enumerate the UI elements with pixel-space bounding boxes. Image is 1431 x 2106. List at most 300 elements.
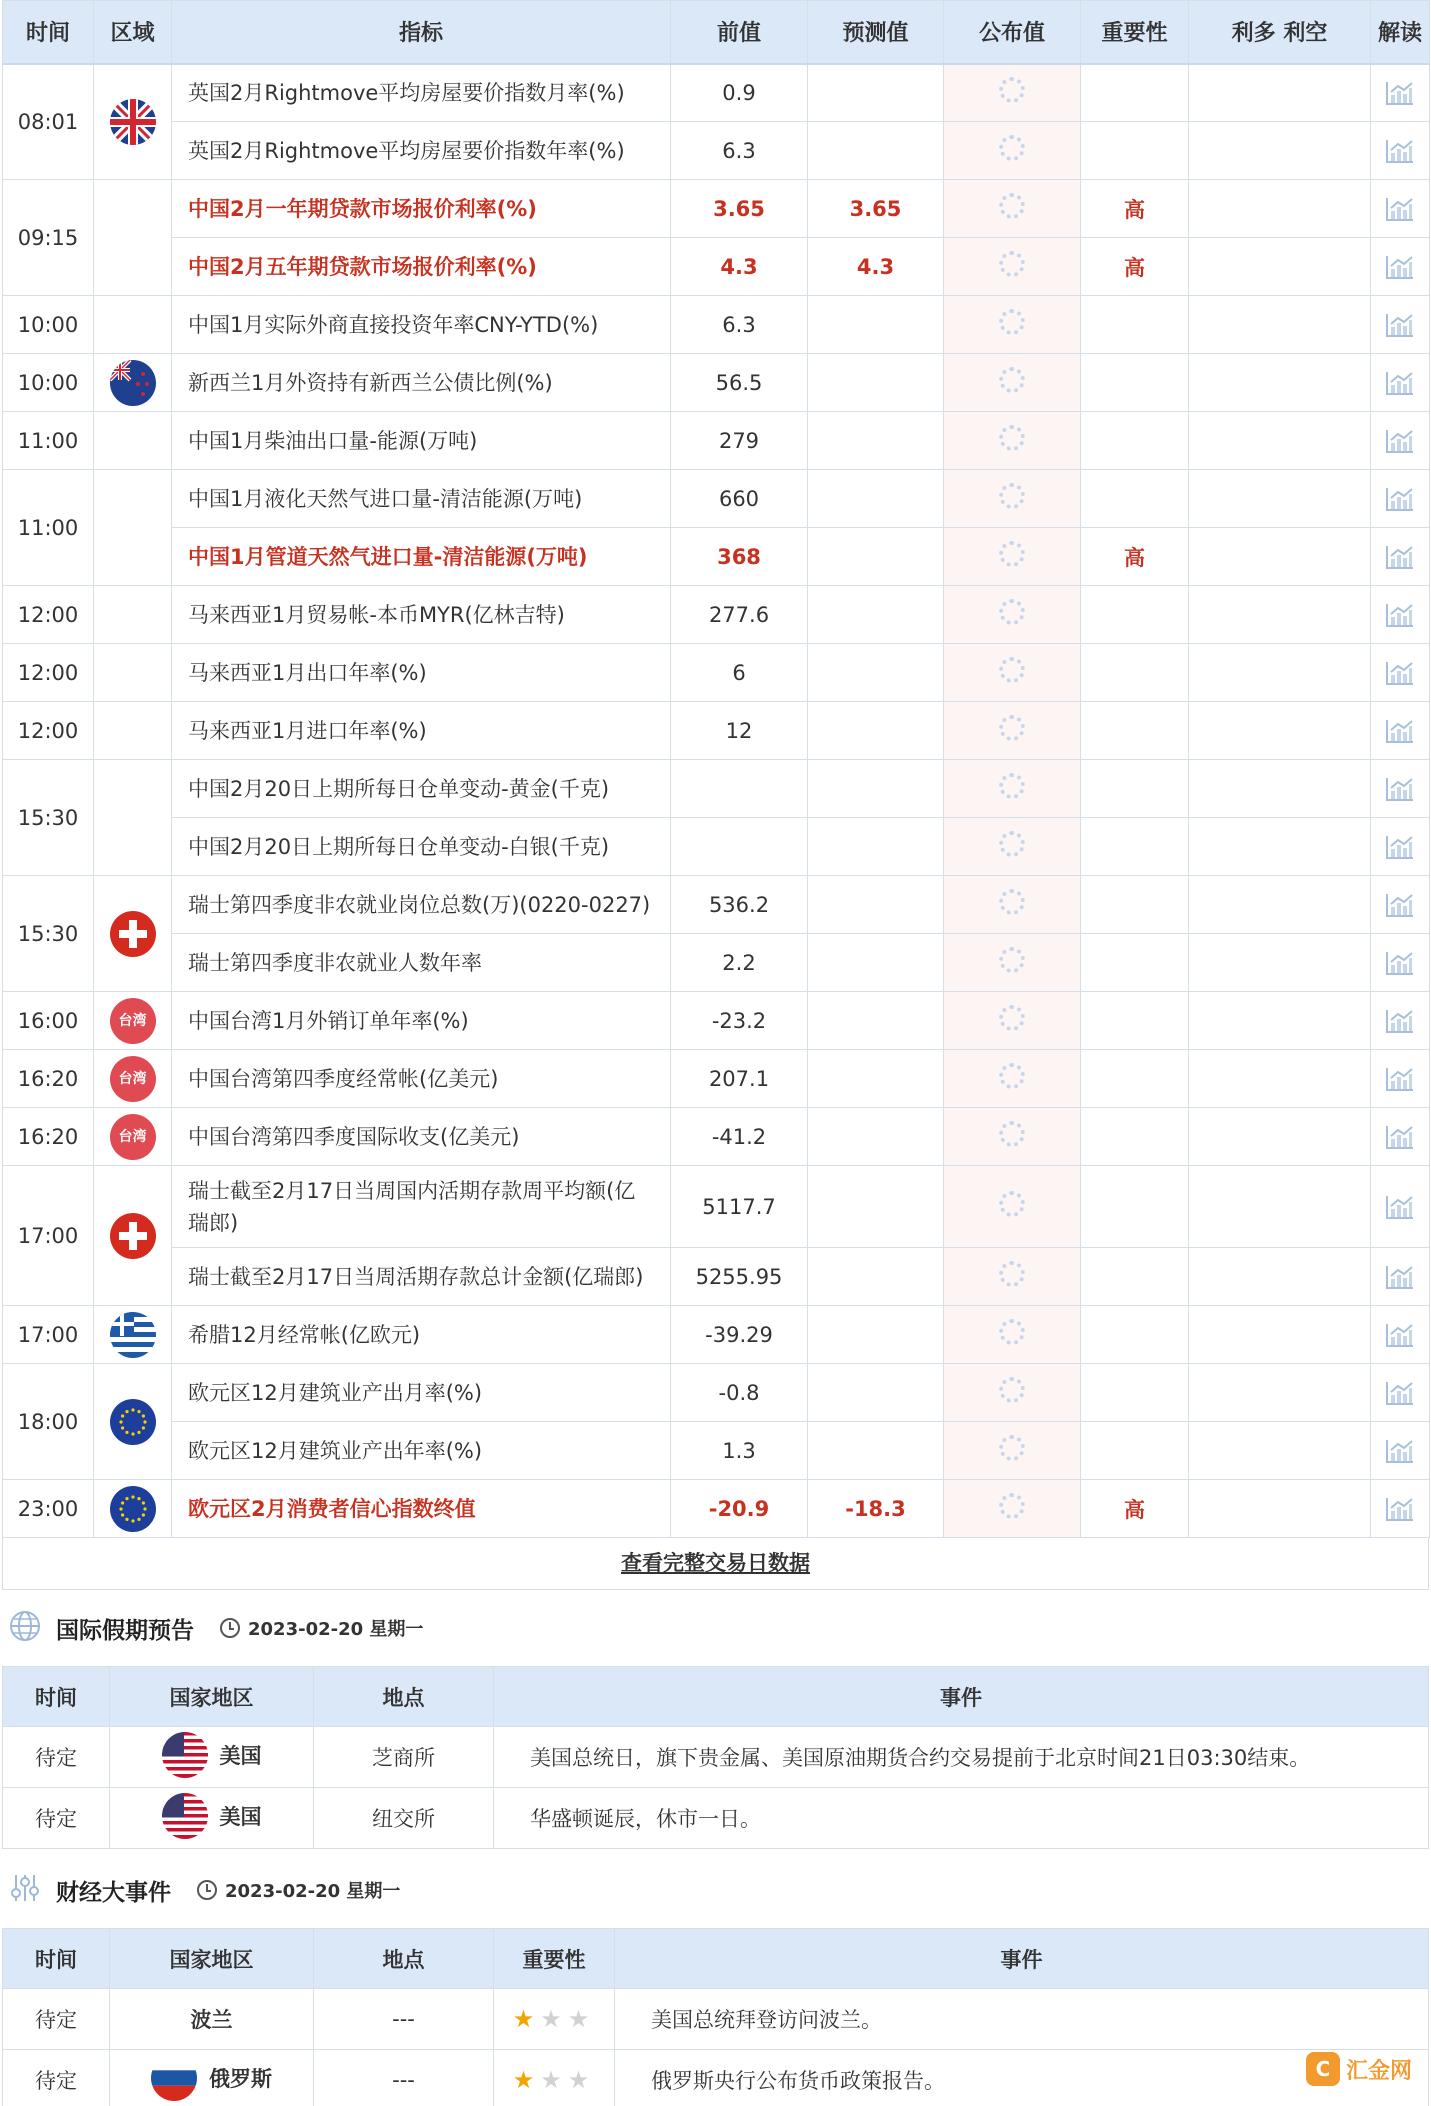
importance-value — [1081, 1108, 1189, 1166]
indicator-name[interactable]: 马来西亚1月进口年率(%) — [172, 702, 671, 760]
swiss-flag-icon — [110, 1213, 156, 1259]
indicator-name[interactable]: 中国2月五年期贷款市场报价利率(%) — [172, 238, 671, 296]
impact-cell — [1189, 122, 1371, 180]
holiday-place: 纽交所 — [314, 1788, 494, 1849]
impact-cell — [1189, 470, 1371, 528]
impact-cell — [1189, 296, 1371, 354]
event-time: 16:20 — [3, 1108, 94, 1166]
event-time: 17:00 — [3, 1166, 94, 1306]
calendar-header-row — [3, 1, 1430, 64]
col-event: 事件 — [494, 1667, 1429, 1727]
indicator-name[interactable]: 中国1月柴油出口量-能源(万吨) — [172, 412, 671, 470]
previous-value: 536.2 — [671, 876, 808, 934]
impact-cell — [1189, 238, 1371, 296]
event-time: 12:00 — [3, 644, 94, 702]
indicator-name[interactable]: 中国1月管道天然气进口量-清洁能源(万吨) — [172, 528, 671, 586]
analysis-chart-icon[interactable] — [1385, 834, 1415, 858]
col-country: 国家地区 — [110, 1929, 314, 1989]
importance-value — [1081, 876, 1189, 934]
published-value — [944, 760, 1081, 818]
previous-value: -39.29 — [671, 1306, 808, 1364]
loading-spinner-icon — [999, 1261, 1025, 1287]
holidays-date-text: 2023-02-20 星期一 — [248, 1619, 424, 1640]
importance-value — [1081, 702, 1189, 760]
analysis-chart-icon[interactable] — [1385, 544, 1415, 568]
region-cell — [94, 702, 172, 760]
importance-value — [1081, 412, 1189, 470]
forecast-value — [808, 1422, 944, 1480]
published-value — [944, 238, 1081, 296]
region-cell — [94, 992, 172, 1050]
event-row — [3, 2050, 1429, 2106]
calendar-row — [3, 64, 1430, 122]
importance-value — [1081, 1248, 1189, 1306]
region-cell — [94, 180, 172, 296]
analysis-chart-icon[interactable] — [1385, 370, 1415, 394]
loading-spinner-icon — [999, 773, 1025, 799]
impact-cell — [1189, 528, 1371, 586]
importance-value — [1081, 934, 1189, 992]
forecast-value — [808, 1248, 944, 1306]
loading-spinner-icon — [999, 77, 1025, 103]
indicator-name[interactable]: 欧元区2月消费者信心指数终值 — [172, 1480, 671, 1538]
published-value — [944, 934, 1081, 992]
published-value — [944, 1050, 1081, 1108]
published-value — [944, 1166, 1081, 1248]
event-time: 15:30 — [3, 876, 94, 992]
importance-value: 高 — [1081, 1480, 1189, 1538]
importance-value: 高 — [1081, 528, 1189, 586]
importance-value: 高 — [1081, 180, 1189, 238]
analysis-cell[interactable] — [1371, 1050, 1430, 1108]
loading-spinner-icon — [999, 367, 1025, 393]
previous-value: 5255.95 — [671, 1248, 808, 1306]
event-time: 10:00 — [3, 354, 94, 412]
indicator-name[interactable]: 英国2月Rightmove平均房屋要价指数年率(%) — [172, 122, 671, 180]
events-title: 财经大事件 — [56, 1879, 171, 1906]
calendar-row — [3, 1108, 1430, 1166]
impact-cell — [1189, 934, 1371, 992]
forecast-value — [808, 122, 944, 180]
analysis-chart-icon[interactable] — [1385, 1496, 1415, 1520]
analysis-cell[interactable] — [1371, 1422, 1430, 1480]
analysis-chart-icon[interactable] — [1385, 1008, 1415, 1032]
country-label — [151, 2055, 272, 2101]
previous-value: 12 — [671, 702, 808, 760]
previous-value: 207.1 — [671, 1050, 808, 1108]
region-cell — [94, 470, 172, 586]
analysis-chart-icon[interactable] — [1385, 1438, 1415, 1462]
col-analysis: 解读 — [1371, 1, 1430, 64]
calendar-row — [3, 1050, 1430, 1108]
clock-icon — [220, 1618, 240, 1638]
published-value — [944, 644, 1081, 702]
sliders-icon — [8, 1871, 42, 1909]
holidays-title: 国际假期预告 — [56, 1617, 194, 1644]
loading-spinner-icon — [999, 599, 1025, 625]
holiday-country — [110, 1727, 314, 1788]
region-cell — [94, 296, 172, 354]
region-cell — [94, 1364, 172, 1480]
analysis-chart-icon[interactable] — [1385, 1066, 1415, 1090]
impact-cell — [1189, 760, 1371, 818]
col-time: 时间 — [3, 1667, 110, 1727]
indicator-name[interactable]: 中国台湾第四季度国际收支(亿美元) — [172, 1108, 671, 1166]
forecast-value — [808, 296, 944, 354]
analysis-chart-icon[interactable] — [1385, 950, 1415, 974]
previous-value: 6.3 — [671, 122, 808, 180]
event-time: 11:00 — [3, 412, 94, 470]
logo-text: 汇金网 — [1346, 2058, 1413, 2084]
calendar-row — [3, 1306, 1430, 1364]
swiss-flag-icon — [110, 911, 156, 957]
importance-value — [1081, 354, 1189, 412]
country-label — [191, 2004, 233, 2034]
analysis-cell[interactable] — [1371, 876, 1430, 934]
impact-cell — [1189, 64, 1371, 122]
previous-value: -41.2 — [671, 1108, 808, 1166]
analysis-cell[interactable] — [1371, 644, 1430, 702]
previous-value: 3.65 — [671, 180, 808, 238]
col-indicator: 指标 — [172, 1, 671, 64]
loading-spinner-icon — [999, 1005, 1025, 1031]
analysis-cell[interactable] — [1371, 1306, 1430, 1364]
loading-spinner-icon — [999, 831, 1025, 857]
event-time: 18:00 — [3, 1364, 94, 1480]
calendar-row — [3, 702, 1430, 760]
previous-value: 1.3 — [671, 1422, 808, 1480]
holidays-section-header — [8, 1608, 423, 1648]
star-icon: ★ — [540, 2005, 568, 2033]
previous-value: -23.2 — [671, 992, 808, 1050]
impact-cell — [1189, 992, 1371, 1050]
forecast-value — [808, 760, 944, 818]
analysis-chart-icon[interactable] — [1385, 312, 1415, 336]
forecast-value — [808, 1108, 944, 1166]
holidays-table — [2, 1666, 1429, 1849]
impact-cell — [1189, 412, 1371, 470]
calendar-row — [3, 1480, 1430, 1538]
importance-value — [1081, 296, 1189, 354]
analysis-chart-icon[interactable] — [1385, 1194, 1415, 1218]
indicator-name[interactable]: 中国台湾1月外销订单年率(%) — [172, 992, 671, 1050]
importance-value — [1081, 1166, 1189, 1248]
analysis-cell[interactable] — [1371, 1248, 1430, 1306]
event-time: 17:00 — [3, 1306, 94, 1364]
importance-value — [1081, 760, 1189, 818]
indicator-name[interactable]: 瑞士截至2月17日当周活期存款总计金额(亿瑞郎) — [172, 1248, 671, 1306]
region-cell — [94, 760, 172, 876]
indicator-name[interactable]: 英国2月Rightmove平均房屋要价指数月率(%) — [172, 64, 671, 122]
analysis-chart-icon[interactable] — [1385, 428, 1415, 452]
forecast-value — [808, 1050, 944, 1108]
analysis-chart-icon[interactable] — [1385, 254, 1415, 278]
published-value — [944, 180, 1081, 238]
indicator-name[interactable]: 新西兰1月外资持有新西兰公债比例(%) — [172, 354, 671, 412]
analysis-cell[interactable] — [1371, 818, 1430, 876]
event-time: 15:30 — [3, 760, 94, 876]
analysis-cell[interactable] — [1371, 180, 1430, 238]
loading-spinner-icon — [999, 715, 1025, 741]
calendar-row — [3, 122, 1430, 180]
previous-value: -20.9 — [671, 1480, 808, 1538]
analysis-chart-icon[interactable] — [1385, 1322, 1415, 1346]
analysis-chart-icon[interactable] — [1385, 196, 1415, 220]
indicator-name[interactable]: 欧元区12月建筑业产出年率(%) — [172, 1422, 671, 1480]
col-previous: 前值 — [671, 1, 808, 64]
calendar-row — [3, 528, 1430, 586]
col-country: 国家地区 — [110, 1667, 314, 1727]
calendar-row — [3, 1248, 1430, 1306]
forecast-value — [808, 470, 944, 528]
impact-cell — [1189, 644, 1371, 702]
event-time: 16:00 — [3, 992, 94, 1050]
events-header-row — [3, 1929, 1429, 1989]
importance-value: 高 — [1081, 238, 1189, 296]
indicator-name[interactable]: 中国2月一年期贷款市场报价利率(%) — [172, 180, 671, 238]
col-event: 事件 — [615, 1929, 1429, 1989]
event-time: 16:20 — [3, 1050, 94, 1108]
analysis-cell[interactable] — [1371, 586, 1430, 644]
calendar-row — [3, 470, 1430, 528]
col-impact: 利多 利空 — [1189, 1, 1371, 64]
event-place: --- — [314, 1989, 494, 2050]
forecast-value — [808, 1166, 944, 1248]
published-value — [944, 1306, 1081, 1364]
event-time: 待定 — [3, 2050, 110, 2106]
impact-cell — [1189, 180, 1371, 238]
previous-value: 5117.7 — [671, 1166, 808, 1248]
published-value — [944, 992, 1081, 1050]
calendar-row — [3, 818, 1430, 876]
events-date — [197, 1877, 400, 1903]
indicator-name[interactable]: 中国1月实际外商直接投资年率CNY-YTD(%) — [172, 296, 671, 354]
country-name: 美国 — [219, 1804, 262, 1829]
indicator-name[interactable]: 瑞士截至2月17日当周国内活期存款周平均额(亿瑞郎) — [172, 1166, 671, 1248]
indicator-name[interactable]: 中国台湾第四季度经常帐(亿美元) — [172, 1050, 671, 1108]
analysis-cell[interactable] — [1371, 992, 1430, 1050]
forecast-value — [808, 702, 944, 760]
forecast-value — [808, 64, 944, 122]
analysis-cell[interactable] — [1371, 1364, 1430, 1422]
region-cell — [94, 586, 172, 644]
event-time: 待定 — [3, 1989, 110, 2050]
eu-flag-icon — [110, 1399, 156, 1445]
published-value — [944, 296, 1081, 354]
analysis-cell[interactable] — [1371, 760, 1430, 818]
star-icon: ★ — [512, 2066, 541, 2094]
event-time: 12:00 — [3, 702, 94, 760]
event-time: 09:15 — [3, 180, 94, 296]
published-value — [944, 122, 1081, 180]
analysis-cell[interactable] — [1371, 1480, 1430, 1538]
forecast-value: 3.65 — [808, 180, 944, 238]
analysis-chart-icon[interactable] — [1385, 892, 1415, 916]
previous-value: 0.9 — [671, 64, 808, 122]
impact-cell — [1189, 818, 1371, 876]
published-value — [944, 354, 1081, 412]
importance-value — [1081, 122, 1189, 180]
loading-spinner-icon — [999, 1191, 1025, 1217]
loading-spinner-icon — [999, 657, 1025, 683]
loading-spinner-icon — [999, 889, 1025, 915]
importance-value — [1081, 64, 1189, 122]
col-region: 区域 — [94, 1, 172, 64]
region-cell — [94, 354, 172, 412]
region-cell — [94, 644, 172, 702]
analysis-chart-icon[interactable] — [1385, 776, 1415, 800]
forecast-value — [808, 644, 944, 702]
published-value — [944, 1422, 1081, 1480]
analysis-cell[interactable] — [1371, 296, 1430, 354]
forecast-value: -18.3 — [808, 1480, 944, 1538]
star-icon: ★ — [567, 2066, 596, 2094]
analysis-cell[interactable] — [1371, 122, 1430, 180]
event-importance — [494, 2050, 615, 2106]
importance-stars — [513, 2066, 596, 2094]
indicator-name[interactable]: 马来西亚1月贸易帐-本币MYR(亿林吉特) — [172, 586, 671, 644]
holiday-row — [3, 1727, 1429, 1788]
published-value — [944, 1248, 1081, 1306]
event-time: 08:01 — [3, 64, 94, 180]
analysis-cell[interactable] — [1371, 1108, 1430, 1166]
importance-value — [1081, 586, 1189, 644]
holiday-row — [3, 1788, 1429, 1849]
loading-spinner-icon — [999, 1377, 1025, 1403]
analysis-cell[interactable] — [1371, 412, 1430, 470]
published-value — [944, 1480, 1081, 1538]
indicator-name[interactable]: 中国2月20日上期所每日仓单变动-黄金(千克) — [172, 760, 671, 818]
forecast-value — [808, 354, 944, 412]
event-country — [110, 2050, 314, 2106]
previous-value: 2.2 — [671, 934, 808, 992]
event-description: 美国总统拜登访问波兰。 — [615, 1989, 1429, 2050]
col-time: 时间 — [3, 1929, 110, 1989]
analysis-chart-icon[interactable] — [1385, 718, 1415, 742]
published-value — [944, 818, 1081, 876]
analysis-cell[interactable] — [1371, 238, 1430, 296]
published-value — [944, 1364, 1081, 1422]
taiwan-flag-icon: 台湾 — [110, 1114, 156, 1160]
impact-cell — [1189, 1050, 1371, 1108]
previous-value: 279 — [671, 412, 808, 470]
calendar-row — [3, 180, 1430, 238]
indicator-name[interactable]: 瑞士第四季度非农就业岗位总数(万)(0220-0227) — [172, 876, 671, 934]
published-value — [944, 1108, 1081, 1166]
events-date-text: 2023-02-20 星期一 — [225, 1881, 401, 1902]
analysis-cell[interactable] — [1371, 528, 1430, 586]
globe-icon — [8, 1609, 42, 1647]
analysis-cell[interactable] — [1371, 64, 1430, 122]
loading-spinner-icon — [999, 1063, 1025, 1089]
forecast-value: 4.3 — [808, 238, 944, 296]
loading-spinner-icon — [999, 1121, 1025, 1147]
col-place: 地点 — [314, 1667, 494, 1727]
col-importance: 重要性 — [1081, 1, 1189, 64]
holiday-country — [110, 1788, 314, 1849]
indicator-name[interactable]: 中国2月20日上期所每日仓单变动-白银(千克) — [172, 818, 671, 876]
previous-value: 56.5 — [671, 354, 808, 412]
logo-mark: C — [1306, 2052, 1340, 2086]
forecast-value — [808, 1364, 944, 1422]
economic-calendar-table — [2, 0, 1430, 1538]
more-data-row — [2, 1538, 1429, 1590]
event-place: --- — [314, 2050, 494, 2106]
importance-value — [1081, 1050, 1189, 1108]
forecast-value — [808, 528, 944, 586]
events-section-header — [8, 1870, 400, 1910]
impact-cell — [1189, 702, 1371, 760]
previous-value: 6 — [671, 644, 808, 702]
importance-value — [1081, 1306, 1189, 1364]
analysis-cell[interactable] — [1371, 702, 1430, 760]
analysis-chart-icon[interactable] — [1385, 602, 1415, 626]
analysis-cell[interactable] — [1371, 1166, 1430, 1248]
analysis-chart-icon[interactable] — [1385, 138, 1415, 162]
us-flag-icon — [162, 1793, 208, 1839]
analysis-chart-icon[interactable] — [1385, 1124, 1415, 1148]
nz-flag-icon — [110, 360, 156, 406]
indicator-name[interactable]: 瑞士第四季度非农就业人数年率 — [172, 934, 671, 992]
published-value — [944, 876, 1081, 934]
analysis-chart-icon[interactable] — [1385, 486, 1415, 510]
impact-cell — [1189, 354, 1371, 412]
impact-cell — [1189, 876, 1371, 934]
region-cell — [94, 876, 172, 992]
analysis-cell[interactable] — [1371, 354, 1430, 412]
us-flag-icon — [162, 1732, 208, 1778]
previous-value: 660 — [671, 470, 808, 528]
star-icon: ★ — [567, 2005, 596, 2033]
indicator-name[interactable]: 希腊12月经常帐(亿欧元) — [172, 1306, 671, 1364]
analysis-chart-icon[interactable] — [1385, 1380, 1415, 1404]
holiday-event: 美国总统日，旗下贵金属、美国原油期货合约交易提前于北京时间21日03:30结束。 — [494, 1727, 1429, 1788]
view-full-data-link[interactable]: 查看完整交易日数据 — [621, 1551, 810, 1575]
region-cell — [94, 1166, 172, 1306]
loading-spinner-icon — [999, 1435, 1025, 1461]
importance-value — [1081, 1422, 1189, 1480]
loading-spinner-icon — [999, 135, 1025, 161]
indicator-name[interactable]: 中国1月液化天然气进口量-清洁能源(万吨) — [172, 470, 671, 528]
calendar-row — [3, 412, 1430, 470]
star-icon: ★ — [512, 2005, 541, 2033]
impact-cell — [1189, 1166, 1371, 1248]
site-logo — [1306, 2052, 1412, 2086]
analysis-chart-icon[interactable] — [1385, 1264, 1415, 1288]
calendar-row — [3, 992, 1430, 1050]
analysis-chart-icon[interactable] — [1385, 660, 1415, 684]
calendar-row — [3, 1364, 1430, 1422]
importance-value — [1081, 470, 1189, 528]
col-published: 公布值 — [944, 1, 1081, 64]
holiday-place: 芝商所 — [314, 1727, 494, 1788]
analysis-chart-icon[interactable] — [1385, 80, 1415, 104]
analysis-cell[interactable] — [1371, 934, 1430, 992]
holidays-header-row — [3, 1667, 1429, 1727]
col-forecast: 预测值 — [808, 1, 944, 64]
analysis-cell[interactable] — [1371, 470, 1430, 528]
indicator-name[interactable]: 欧元区12月建筑业产出月率(%) — [172, 1364, 671, 1422]
uk-flag-icon — [110, 99, 156, 145]
calendar-row — [3, 1166, 1430, 1248]
published-value — [944, 702, 1081, 760]
impact-cell — [1189, 1248, 1371, 1306]
calendar-row — [3, 1422, 1430, 1480]
event-time: 12:00 — [3, 586, 94, 644]
region-cell — [94, 1306, 172, 1364]
event-description: 俄罗斯央行公布货币政策报告。 — [615, 2050, 1429, 2106]
indicator-name[interactable]: 马来西亚1月出口年率(%) — [172, 644, 671, 702]
